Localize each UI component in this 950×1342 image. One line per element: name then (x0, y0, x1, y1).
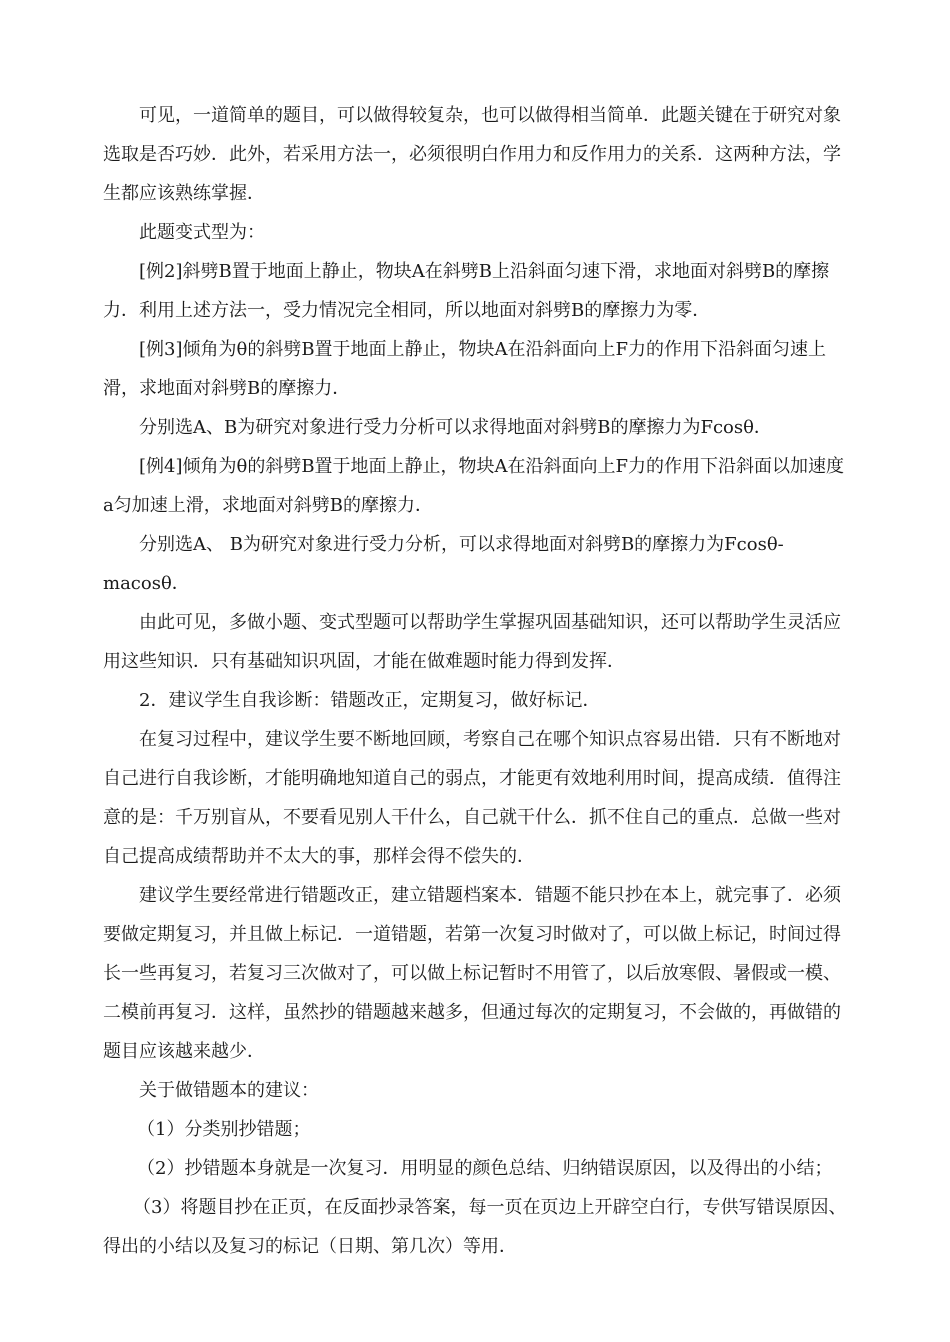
paragraph-example-4-answer: 分别选A、 B为研究对象进行受力分析，可以求得地面对斜劈B的摩擦力为Fcosθ-macosθ． (103, 534, 784, 594)
list-item-3: （3）将题目抄在正页，在反面抄录答案，每一页在页边上开辟空白行，专供写错误原因、得出的小结以及复习的标记（日期、第几次）等用． (103, 1197, 847, 1257)
list-item-2: （2）抄错题本身就是一次复习．用明显的颜色总结、归纳错误原因，以及得出的小结； (137, 1158, 833, 1179)
paragraph-example-3: [例3]倾角为θ的斜劈B置于地面上静止，物块A在沿斜面向上F力的作用下沿斜面匀速上滑，求地面对斜劈B的摩擦力． (103, 339, 827, 399)
paragraph-example-4: [例4]倾角为θ的斜劈B置于地面上静止，物块A在沿斜面向上F力的作用下沿斜面以加速度a匀加速上滑，求地面对斜劈B的摩擦力． (103, 456, 845, 516)
paragraph-review-process: 在复习过程中，建议学生要不断地回顾，考察自己在哪个知识点容易出错．只有不断地对自己进行自我诊断，才能明确地知道自己的弱点，才能更有效地利用时间，提高成绩．值得注意的是：千万别盲从，不要看见别人干什么，自己就干什么．抓不住自己的重点．总做一些对自己提高成绩帮助并不太大的事，那样会得不偿失的． (103, 729, 841, 867)
paragraph-example-3-answer: 分别选A、B为研究对象进行受力分析可以求得地面对斜劈B的摩擦力为Fcosθ． (139, 417, 772, 438)
paragraph-notebook-advice-heading: 关于做错题本的建议： (139, 1080, 319, 1101)
paragraph-variant-intro: 此题变式型为： (139, 222, 265, 243)
paragraph-summary: 由此可见，多做小题、变式型题可以帮助学生掌握巩固基础知识，还可以帮助学生灵活应用这些知识．只有基础知识巩固，才能在做难题时能力得到发挥． (103, 612, 841, 672)
paragraph-error-notebook: 建议学生要经常进行错题改正，建立错题档案本．错题不能只抄在本上，就完事了．必须要做定期复习，并且做上标记．一道错题，若第一次复习时做对了，可以做上标记，时间过得长一些再复习，若复习三次做对了，可以做上标记暂时不用管了，以后放寒假、暑假或一模、二模前再复习．这样，虽然抄的错题越来越多，但通过每次的定期复习，不会做的，再做错的题目应该越来越少． (103, 885, 841, 1062)
paragraph-conclusion: 可见，一道简单的题目，可以做得较复杂，也可以做得相当简单．此题关键在于研究对象选取是否巧妙．此外，若采用方法一，必须很明白作用力和反作用力的关系．这两种方法，学生都应该熟练掌握． (103, 105, 841, 204)
section-heading-self-diagnosis: 2．建议学生自我诊断：错题改正，定期复习，做好标记． (139, 690, 601, 711)
paragraph-example-2: [例2]斜劈B置于地面上静止，物块A在斜劈B上沿斜面匀速下滑，求地面对斜劈B的摩擦力．利用上述方法一，受力情况完全相同，所以地面对斜劈B的摩擦力为零． (103, 261, 830, 321)
document-body (103, 96, 850, 1266)
list-item-1: （1）分类别抄错题； (137, 1119, 311, 1140)
